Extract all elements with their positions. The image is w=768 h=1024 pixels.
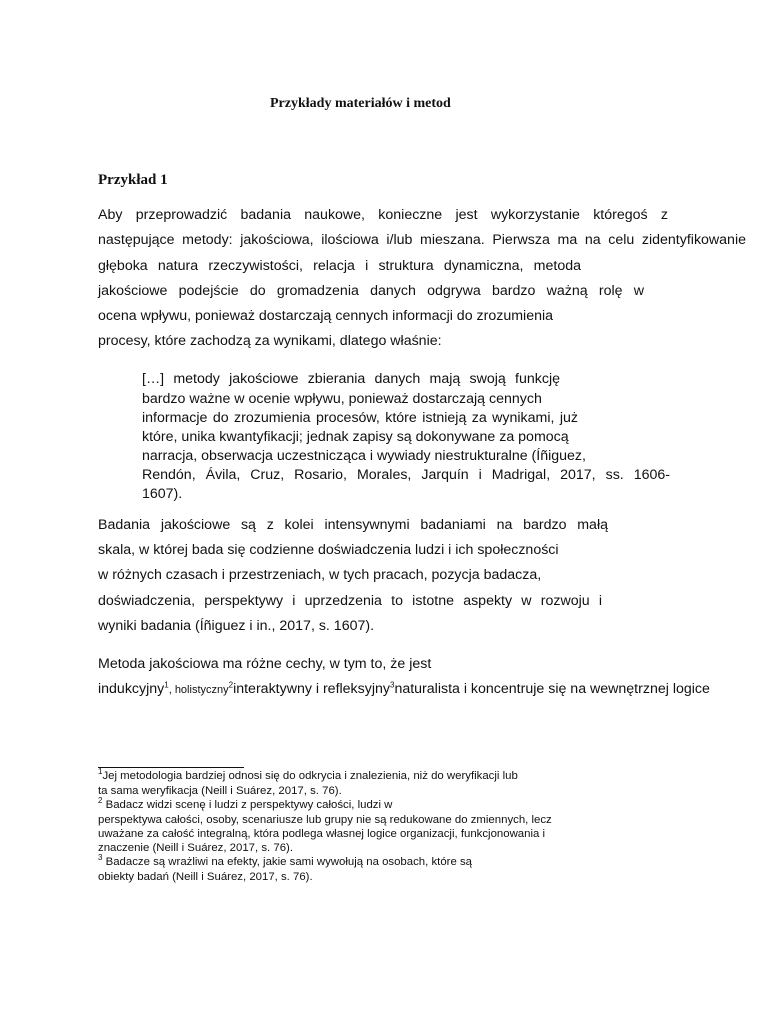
footnote-separator xyxy=(98,767,244,768)
text-line: Metoda jakościowa ma różne cechy, w tym to, że jest xyxy=(98,656,432,672)
text-fragment: indukcyjny xyxy=(98,681,165,697)
text-line: doświadczenia, perspektywy i uprzedzenia to istotne aspekty w rozwoju i xyxy=(98,593,602,609)
footnote-line: uważane za całość integralną, która podlega własnej logice organizacji, funkcjonowania i xyxy=(98,828,546,840)
quote-line: […] metody jakościowe zbierania danych mają swoją funkcję xyxy=(142,371,560,387)
footnote-line: ta sama weryfikacja (Neill i Suárez, 2017, s. 76). xyxy=(98,785,342,797)
footnote-marker: 3 xyxy=(98,853,103,863)
text-fragment: interaktywny i refleksyjny xyxy=(233,681,390,697)
text-line-with-footnote-refs xyxy=(98,681,710,697)
footnote-line: perspektywa całości, osoby, scenariusze lub grupy nie są redukowane do zmiennych, lecz xyxy=(98,814,552,826)
text-line: procesy, które zachodzą za wynikami, dlatego właśnie: xyxy=(98,333,442,349)
footnote-line: obiekty badań (Neill i Suárez, 2017, s. 76). xyxy=(98,871,313,883)
text-fragment: naturalista i koncentruje się na wewnętrznej logice xyxy=(394,681,710,697)
text-line: w różnych czasach i przestrzeniach, w tych pracach, pozycja badacza, xyxy=(98,567,542,583)
example-heading: Przykład 1 xyxy=(98,172,168,188)
text-line: skala, w której bada się codzienne doświadczenia ludzi i ich społeczności xyxy=(98,542,559,558)
footnote-marker: 2 xyxy=(98,796,103,806)
footnote-marker: 1 xyxy=(98,767,103,777)
footnote-ref[interactable]: 3 xyxy=(389,680,395,690)
quote-line: narracja, obserwacja uczestnicząca i wywiady niestrukturalne (Íñiguez, xyxy=(142,448,586,464)
text-line: Aby przeprowadzić badania naukowe, konieczne jest wykorzystanie któregoś z xyxy=(98,207,668,223)
footnote-ref[interactable]: 1 xyxy=(164,680,169,690)
footnote-line: $^3$ Badacze są wrażliwi na efekty, jakie sami wywołują na osobach, które są xyxy=(98,853,472,868)
text-line: ocena wpływu, ponieważ dostarczają cennych informacji do zrozumienia xyxy=(98,308,554,324)
text-line: głęboka natura rzeczywistości, relacja i struktura dynamiczna, metoda xyxy=(98,258,581,274)
quote-line: 1607). xyxy=(142,486,183,502)
footnote-line: $^2$ Badacz widzi scenę i ludzi z perspektywy całości, ludzi w xyxy=(98,796,393,811)
footnote-line: $^1$Jej metodologia bardziej odnosi się do odkrycia i znalezienia, niż do weryfikacji lub xyxy=(98,767,518,782)
footnote-line: znaczenie (Neill i Suárez, 2017, s. 76). xyxy=(98,842,294,854)
text-line: wyniki badania (Íñiguez i in., 2017, s. 1607). xyxy=(98,618,375,634)
text-line: następujące metody: jakościowa, ilościowa i/lub mieszana. Pierwsza ma na celu zidentyfikowanie xyxy=(98,232,746,248)
text-fragment: , holistyczny xyxy=(168,684,229,696)
quote-line: informacje do zrozumienia procesów, które istnieją za wynikami, już xyxy=(142,410,578,426)
text-line: Badania jakościowe są z kolei intensywnymi badaniami na bardzo małą xyxy=(98,517,608,533)
quote-line: Rendón, Ávila, Cruz, Rosario, Morales, Jarquín i Madrigal, 2017, ss. 1606- xyxy=(142,467,670,483)
quote-line: bardzo ważne w ocenie wpływu, ponieważ dostarczają cennych xyxy=(142,391,542,407)
footnote-ref[interactable]: 2 xyxy=(228,680,234,690)
quote-line: które, unika kwantyfikacji; jednak zapisy są dokonywane za pomocą xyxy=(142,429,569,445)
page-title: Przykłady materiałów i metod xyxy=(270,96,451,111)
text-line: jakościowe podejście do gromadzenia danych odgrywa bardzo ważną rolę w xyxy=(98,283,644,299)
